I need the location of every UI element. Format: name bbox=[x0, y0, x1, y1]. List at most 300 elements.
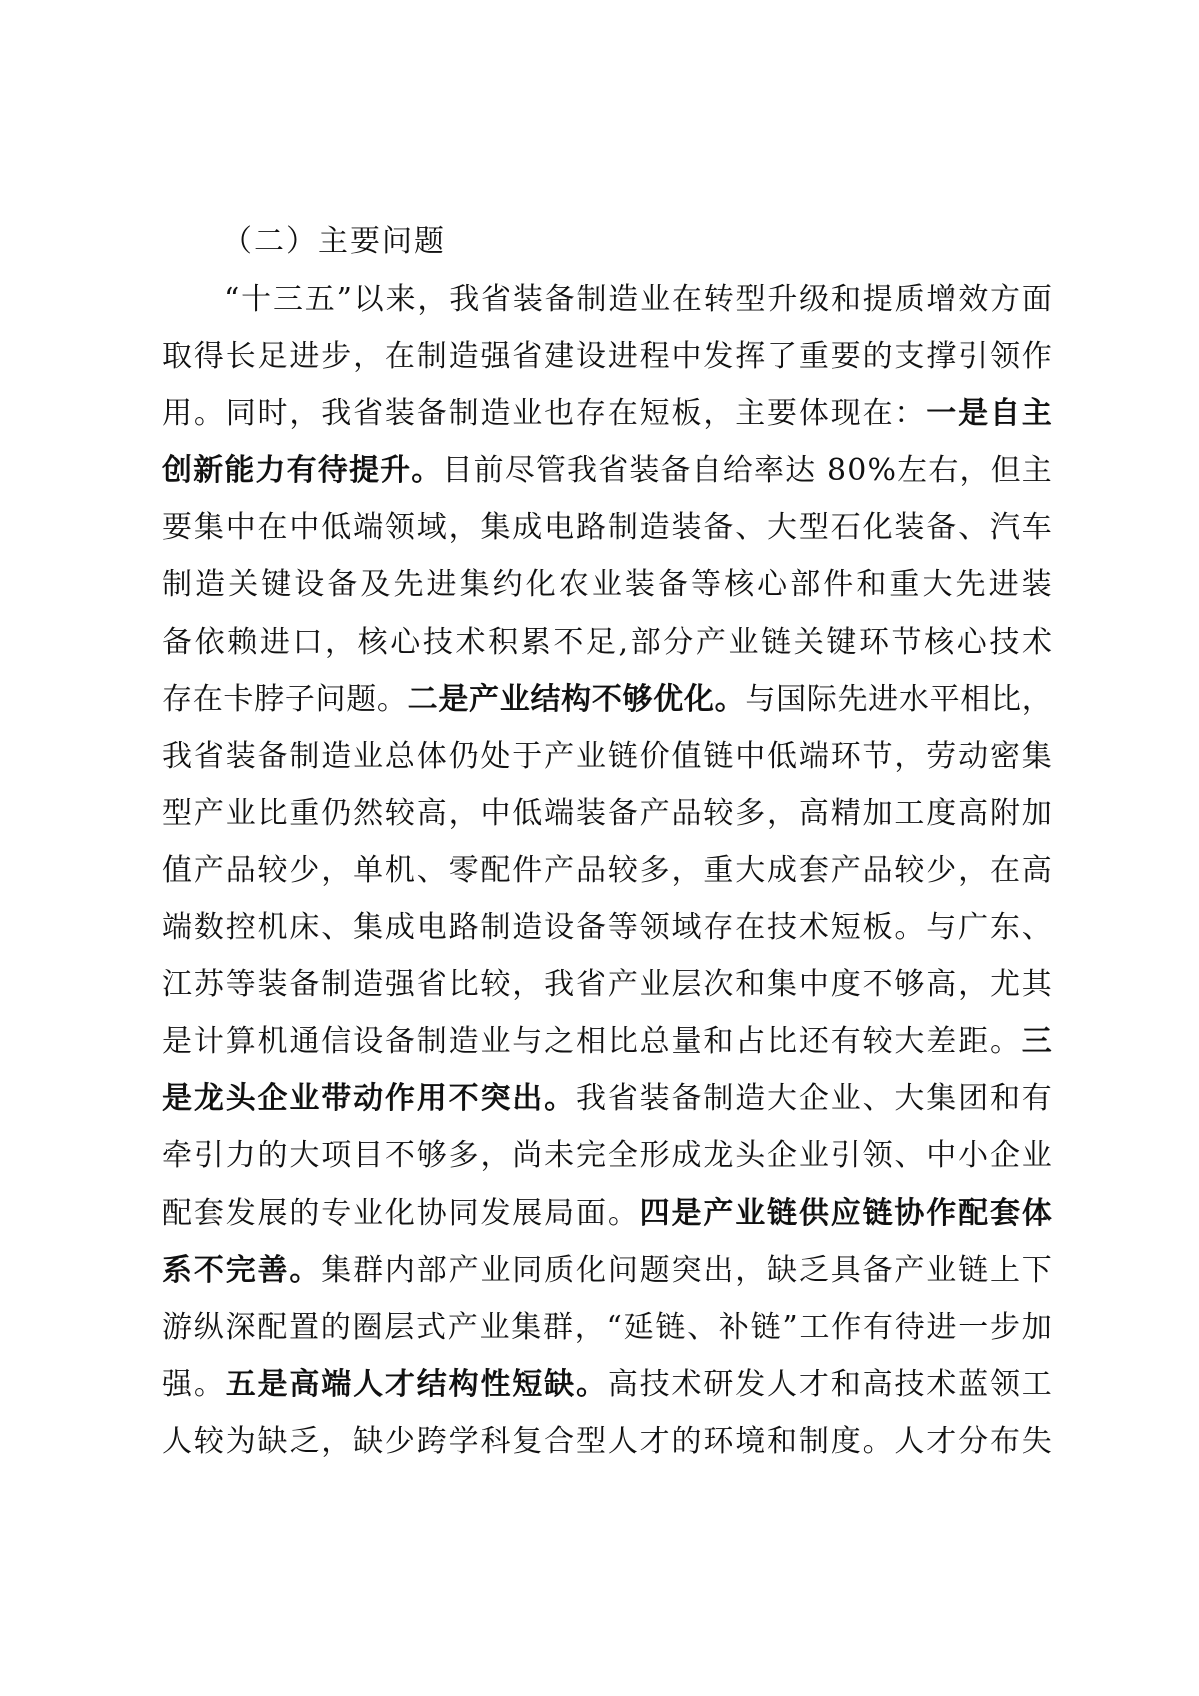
text-char: 机 bbox=[384, 852, 415, 888]
text-char: 力 bbox=[225, 1138, 256, 1174]
text-char: 备 bbox=[703, 510, 734, 546]
text-char: 达 bbox=[785, 453, 816, 489]
text-char: 化 bbox=[384, 1195, 415, 1231]
body-paragraph bbox=[162, 280, 1052, 1479]
text-char: 多 bbox=[639, 852, 670, 888]
text-char: 造 bbox=[735, 1081, 766, 1117]
text-char: 具 bbox=[830, 1252, 861, 1288]
text-char: 环 bbox=[858, 624, 889, 660]
text-char: 层 bbox=[384, 1309, 415, 1345]
text-char: 多 bbox=[448, 1138, 479, 1174]
text-line bbox=[162, 1251, 1052, 1308]
text-char: 深 bbox=[225, 1309, 256, 1345]
text-line bbox=[162, 794, 1052, 851]
text-char: 高 bbox=[1021, 852, 1052, 888]
bold-text-char: 待 bbox=[317, 453, 348, 489]
bold-text-char: 结 bbox=[530, 681, 561, 717]
text-char: 配 bbox=[480, 852, 511, 888]
bold-text-char: 二 bbox=[407, 681, 438, 717]
text-char: 节 bbox=[891, 624, 922, 660]
text-char: 制 bbox=[576, 282, 607, 317]
bold-text-char: 性 bbox=[480, 1366, 511, 1402]
text-char: 才 bbox=[926, 1423, 957, 1459]
text-char: ， bbox=[289, 396, 320, 432]
text-char: 套 bbox=[193, 1195, 224, 1231]
text-char: 我 bbox=[567, 453, 598, 489]
text-char: ， bbox=[959, 453, 990, 489]
bold-text-char: 业 bbox=[735, 1195, 766, 1231]
text-char: 牵 bbox=[162, 1138, 192, 1174]
text-char: 造 bbox=[480, 396, 511, 432]
text-char: 在 bbox=[671, 282, 702, 317]
text-char: ， bbox=[1021, 681, 1052, 717]
text-char: 不 bbox=[862, 967, 893, 1003]
text-char: 发 bbox=[735, 1366, 766, 1402]
text-char: 术 bbox=[455, 624, 486, 660]
text-char: 够 bbox=[894, 967, 925, 1003]
bold-text-char: 三 bbox=[1021, 1024, 1052, 1060]
bold-text-char: 才 bbox=[384, 1366, 415, 1402]
text-char: 价 bbox=[639, 738, 670, 774]
text-char: 程 bbox=[639, 339, 670, 375]
bold-text-char: 善 bbox=[257, 1252, 288, 1288]
text-line bbox=[162, 1194, 1052, 1251]
text-char: 工 bbox=[1021, 1366, 1052, 1402]
text-char: 核 bbox=[924, 624, 955, 660]
bold-text-char: 供 bbox=[798, 1195, 829, 1231]
text-char: 业 bbox=[353, 738, 384, 774]
text-char: 与 bbox=[512, 1024, 543, 1060]
text-char: 进 bbox=[868, 681, 899, 717]
bold-text-char: 一 bbox=[926, 396, 957, 432]
text-char: 我 bbox=[575, 1081, 606, 1117]
bold-text-char: 链 bbox=[862, 1195, 893, 1231]
text-char: 机 bbox=[257, 910, 288, 946]
text-char: 存 bbox=[703, 910, 734, 946]
bold-text-char: 缺 bbox=[544, 1366, 575, 1402]
text-char: 的 bbox=[862, 339, 893, 375]
text-char: 密 bbox=[989, 738, 1020, 774]
text-char: 产 bbox=[193, 852, 224, 888]
text-char: 业 bbox=[830, 1081, 861, 1117]
text-char: 还 bbox=[798, 1024, 829, 1060]
text-char: 分 bbox=[663, 624, 694, 660]
bold-text-char: 不 bbox=[591, 681, 622, 717]
text-char: 加 bbox=[1021, 795, 1052, 831]
bold-text-char: 人 bbox=[353, 1366, 384, 1402]
text-char: 配 bbox=[162, 1195, 192, 1231]
text-char: 型 bbox=[735, 282, 766, 317]
text-char: 作 bbox=[1021, 339, 1052, 375]
text-char: 转 bbox=[703, 282, 734, 317]
text-char: 值 bbox=[671, 738, 702, 774]
text-char: 产 bbox=[193, 795, 224, 831]
text-char: 工 bbox=[894, 795, 925, 831]
text-char: 的 bbox=[257, 1138, 288, 1174]
text-char: ” bbox=[782, 1309, 798, 1345]
text-char: 存 bbox=[162, 681, 192, 717]
text-char: 汽 bbox=[989, 510, 1020, 546]
text-char: ， bbox=[321, 852, 352, 888]
text-char: 我 bbox=[449, 282, 480, 317]
text-char: 大 bbox=[922, 567, 953, 603]
text-char: 产 bbox=[447, 1309, 478, 1345]
text-char: 进 bbox=[426, 567, 457, 603]
text-char: 高 bbox=[958, 795, 989, 831]
text-char: 量 bbox=[671, 1024, 702, 1060]
text-char: 人 bbox=[162, 1423, 192, 1459]
text-char: 才 bbox=[639, 1423, 670, 1459]
text-char: 术 bbox=[671, 1366, 702, 1402]
text-char: 省 bbox=[607, 1081, 638, 1117]
text-char: 延 bbox=[623, 1309, 654, 1345]
text-char: 三 bbox=[272, 282, 303, 317]
text-char: 端 bbox=[544, 795, 575, 831]
text-char: 问 bbox=[607, 1252, 638, 1288]
text-char: 中 bbox=[671, 339, 702, 375]
text-char: 游 bbox=[162, 1309, 192, 1345]
bold-text-char: 带 bbox=[321, 1081, 352, 1117]
text-char: 比 bbox=[767, 1024, 798, 1060]
text-char: 少 bbox=[926, 852, 957, 888]
text-char: 成 bbox=[512, 510, 543, 546]
bold-text-char: 企 bbox=[257, 1081, 288, 1117]
text-char: 集 bbox=[480, 510, 511, 546]
text-char: 取 bbox=[162, 339, 192, 375]
bold-text-char: 不 bbox=[193, 1252, 224, 1288]
text-char: 备 bbox=[926, 510, 957, 546]
text-char: 设 bbox=[294, 567, 325, 603]
text-char: 境 bbox=[735, 1423, 766, 1459]
text-char: ， bbox=[353, 339, 384, 375]
text-char: 部 bbox=[416, 1252, 447, 1288]
text-char: 设 bbox=[575, 339, 606, 375]
text-char: 电 bbox=[544, 510, 575, 546]
text-char: 。 bbox=[193, 396, 224, 432]
text-char: 造 bbox=[608, 282, 639, 317]
text-char: 处 bbox=[480, 738, 511, 774]
text-char: 支 bbox=[894, 339, 925, 375]
text-char: 要 bbox=[830, 339, 861, 375]
text-char: 链 bbox=[607, 738, 638, 774]
text-char: 中 bbox=[926, 1138, 957, 1174]
text-char: 与 bbox=[745, 681, 776, 717]
text-char: 积 bbox=[488, 624, 519, 660]
text-char: 。 bbox=[607, 1195, 638, 1231]
text-char: 引 bbox=[830, 1138, 861, 1174]
text-char: 制 bbox=[321, 967, 352, 1003]
text-char: 和 bbox=[703, 1024, 734, 1060]
text-char: 等 bbox=[225, 967, 256, 1003]
text-char: 度 bbox=[830, 1423, 861, 1459]
text-char: 备 bbox=[327, 567, 358, 603]
text-char: , bbox=[618, 624, 629, 660]
text-char: 有 bbox=[830, 1024, 861, 1060]
text-char: 造 bbox=[195, 567, 226, 603]
text-char: 给 bbox=[722, 453, 753, 489]
text-char: 国 bbox=[776, 681, 807, 717]
text-char: 口 bbox=[292, 624, 323, 660]
text-char: 业 bbox=[480, 1024, 511, 1060]
text-char bbox=[816, 451, 826, 491]
text-char: 在 bbox=[735, 910, 766, 946]
text-char: 内 bbox=[384, 1252, 415, 1288]
text-char: 备 bbox=[862, 1252, 893, 1288]
text-char: 未 bbox=[544, 1138, 575, 1174]
text-char: 乏 bbox=[289, 1423, 320, 1459]
text-char: 术 bbox=[1022, 624, 1052, 660]
text-char: 出 bbox=[703, 1252, 734, 1288]
text-char: 及 bbox=[360, 567, 391, 603]
text-char: ， bbox=[574, 1309, 605, 1345]
bold-text-char: 业 bbox=[499, 681, 530, 717]
text-char: 形 bbox=[639, 1138, 670, 1174]
text-char: 重 bbox=[889, 567, 920, 603]
text-char: 重 bbox=[289, 795, 320, 831]
text-char: ， bbox=[321, 1423, 352, 1459]
text-char: 件 bbox=[823, 567, 854, 603]
text-char: 业 bbox=[479, 1309, 510, 1345]
text-char: 进 bbox=[289, 339, 320, 375]
text-char: 卡 bbox=[223, 681, 254, 717]
text-char: 制 bbox=[416, 1024, 447, 1060]
text-char: 装 bbox=[1021, 567, 1052, 603]
bold-text-char: 四 bbox=[639, 1195, 670, 1231]
text-char: 制 bbox=[289, 738, 320, 774]
text-char: 尚 bbox=[512, 1138, 543, 1174]
bold-text-char: 短 bbox=[512, 1366, 543, 1402]
text-char: 控 bbox=[225, 910, 256, 946]
text-char: 业 bbox=[728, 624, 759, 660]
text-char: ： bbox=[894, 396, 925, 432]
bold-text-char: 能 bbox=[224, 453, 255, 489]
text-char: 大 bbox=[735, 852, 766, 888]
text-char: ， bbox=[448, 795, 479, 831]
text-char: 型 bbox=[798, 510, 829, 546]
bold-text-char: 主 bbox=[1021, 396, 1052, 432]
text-char: 提 bbox=[862, 282, 893, 317]
text-char: 体 bbox=[798, 396, 829, 432]
text-char: 待 bbox=[894, 1309, 925, 1345]
text-char: 在 bbox=[989, 852, 1020, 888]
text-char: 得 bbox=[193, 339, 224, 375]
text-char: 足 bbox=[585, 624, 616, 660]
text-char: 省 bbox=[598, 453, 629, 489]
text-line bbox=[162, 908, 1052, 965]
text-char: 较 bbox=[257, 852, 288, 888]
text-char: 劳 bbox=[926, 738, 957, 774]
text-char: 制 bbox=[480, 910, 511, 946]
text-char: 级 bbox=[799, 282, 830, 317]
bold-text-char: 结 bbox=[416, 1366, 447, 1402]
text-char: 低 bbox=[512, 795, 543, 831]
text-char: 产 bbox=[448, 1252, 479, 1288]
bold-text-char: 力 bbox=[255, 453, 286, 489]
text-char: 人 bbox=[767, 1366, 798, 1402]
text-char: 专 bbox=[321, 1195, 352, 1231]
text-char: 江 bbox=[162, 967, 192, 1003]
text-char: 装 bbox=[639, 1081, 670, 1117]
text-char: 来 bbox=[385, 282, 416, 317]
text-char: % bbox=[867, 453, 896, 489]
text-char: 加 bbox=[1021, 1309, 1052, 1345]
text-char: 企 bbox=[989, 1138, 1020, 1174]
text-char: 项 bbox=[321, 1138, 352, 1174]
text-char: 面 bbox=[575, 1195, 606, 1231]
text-char: 重 bbox=[703, 852, 734, 888]
text-char: 主 bbox=[735, 396, 766, 432]
text-char: 少 bbox=[384, 1423, 415, 1459]
text-char: 环 bbox=[703, 1423, 734, 1459]
bold-text-char: 。 bbox=[714, 681, 745, 717]
text-char: 先 bbox=[837, 681, 868, 717]
text-char: 品 bbox=[575, 852, 606, 888]
text-char: 建 bbox=[544, 339, 575, 375]
text-line bbox=[162, 851, 1052, 908]
text-char: 企 bbox=[767, 1138, 798, 1174]
text-char: 。 bbox=[376, 681, 407, 717]
text-char: 少 bbox=[289, 852, 320, 888]
bold-text-char: 突 bbox=[480, 1081, 511, 1117]
text-char: 群 bbox=[543, 1309, 573, 1345]
text-char: 领 bbox=[989, 339, 1020, 375]
bold-text-char: 自 bbox=[989, 396, 1020, 432]
text-char: 大 bbox=[767, 510, 798, 546]
text-char: 比 bbox=[607, 1024, 638, 1060]
text-char: 成 bbox=[384, 910, 415, 946]
text-char: 自 bbox=[691, 453, 722, 489]
text-char: 关 bbox=[228, 567, 259, 603]
text-char: 于 bbox=[512, 738, 543, 774]
text-char: 平 bbox=[929, 681, 960, 717]
text-char: 了 bbox=[767, 339, 798, 375]
text-char: 苏 bbox=[193, 967, 224, 1003]
text-char: 业 bbox=[512, 396, 543, 432]
text-char: 设 bbox=[544, 910, 575, 946]
text-char: 、 bbox=[862, 1081, 893, 1117]
text-char: 造 bbox=[512, 910, 543, 946]
text-char: 心 bbox=[956, 624, 987, 660]
text-char: 集 bbox=[1021, 738, 1052, 774]
text-char: 发 bbox=[703, 339, 734, 375]
text-char: 产 bbox=[639, 795, 670, 831]
text-char: ， bbox=[671, 852, 702, 888]
text-char: 短 bbox=[639, 396, 670, 432]
text-char: 技 bbox=[422, 624, 453, 660]
text-char: 布 bbox=[989, 1423, 1020, 1459]
text-char: 是 bbox=[162, 1024, 192, 1060]
text-char: 部 bbox=[790, 567, 821, 603]
text-char: ， bbox=[325, 624, 356, 660]
text-char: 制 bbox=[448, 396, 479, 432]
bold-text-char: 。 bbox=[411, 453, 442, 489]
text-char: 计 bbox=[193, 1024, 224, 1060]
text-char: 产 bbox=[894, 1252, 925, 1288]
text-char: 进 bbox=[607, 339, 638, 375]
text-char: 制 bbox=[607, 510, 638, 546]
text-char: 质 bbox=[894, 282, 925, 317]
bold-text-char: 用 bbox=[416, 1081, 447, 1117]
text-char: 前 bbox=[473, 453, 504, 489]
text-char: 式 bbox=[416, 1309, 446, 1345]
text-char: 省 bbox=[193, 738, 224, 774]
text-char: 缺 bbox=[353, 1423, 384, 1459]
text-char: 大 bbox=[894, 1081, 925, 1117]
text-char: 中 bbox=[225, 510, 256, 546]
text-char: 进 bbox=[259, 624, 290, 660]
text-char: 尤 bbox=[989, 967, 1020, 1003]
text-line bbox=[162, 1022, 1052, 1079]
text-char: 为 bbox=[225, 1423, 256, 1459]
text-char: 型 bbox=[575, 1423, 606, 1459]
text-char: 缺 bbox=[257, 1423, 288, 1459]
text-char: 心 bbox=[390, 624, 421, 660]
text-char: 装 bbox=[629, 453, 660, 489]
text-char: 要 bbox=[162, 510, 192, 546]
text-char: 总 bbox=[639, 1024, 670, 1060]
text-char: 相 bbox=[575, 1024, 606, 1060]
text-char: 集 bbox=[459, 567, 490, 603]
text-char: 备 bbox=[660, 453, 691, 489]
text-char: ， bbox=[767, 795, 798, 831]
text-char: 8 bbox=[826, 453, 847, 489]
text-char: 科 bbox=[480, 1423, 511, 1459]
text-char: 产 bbox=[544, 852, 575, 888]
text-char: 中 bbox=[798, 967, 829, 1003]
bold-text-char: 创 bbox=[162, 453, 192, 489]
text-char: 设 bbox=[353, 1024, 384, 1060]
text-char: 省 bbox=[481, 282, 511, 317]
text-char: 造 bbox=[448, 339, 479, 375]
text-char: 高 bbox=[416, 795, 447, 831]
text-char: 赖 bbox=[227, 624, 258, 660]
text-char: 强 bbox=[384, 967, 415, 1003]
text-char: 率 bbox=[753, 453, 784, 489]
text-char: 先 bbox=[393, 567, 424, 603]
text-char: 装 bbox=[384, 396, 415, 432]
bold-text-char: 应 bbox=[830, 1195, 861, 1231]
text-char: 和 bbox=[830, 1366, 861, 1402]
text-char: 多 bbox=[735, 795, 766, 831]
text-char: 增 bbox=[926, 282, 957, 317]
text-char: 高 bbox=[607, 1366, 638, 1402]
text-char: 、 bbox=[1021, 910, 1052, 946]
bold-text-char: 。 bbox=[544, 1081, 575, 1117]
text-char: 企 bbox=[798, 1081, 829, 1117]
text-char: 、 bbox=[321, 910, 352, 946]
text-char: 品 bbox=[862, 852, 893, 888]
text-char: 造 bbox=[639, 510, 670, 546]
text-char: 和 bbox=[856, 567, 887, 603]
text-char: 发 bbox=[480, 1195, 511, 1231]
text-char: 同 bbox=[448, 1195, 479, 1231]
text-char: 升 bbox=[767, 282, 798, 317]
text-char: 体 bbox=[416, 738, 447, 774]
text-char: 集 bbox=[511, 1309, 542, 1345]
text-char: 端 bbox=[162, 910, 192, 946]
text-char: 之 bbox=[544, 1024, 575, 1060]
text-char: 十 bbox=[241, 282, 272, 317]
bold-text-char: 优 bbox=[653, 681, 684, 717]
text-char: 同 bbox=[512, 1252, 543, 1288]
bold-text-char: 产 bbox=[469, 681, 500, 717]
bold-text-char: 五 bbox=[225, 1366, 256, 1402]
text-char: ， bbox=[735, 1252, 766, 1288]
text-char: 中 bbox=[289, 510, 320, 546]
text-char: 业 bbox=[575, 738, 606, 774]
text-char: 高 bbox=[862, 1366, 893, 1402]
text-char: 加 bbox=[862, 795, 893, 831]
